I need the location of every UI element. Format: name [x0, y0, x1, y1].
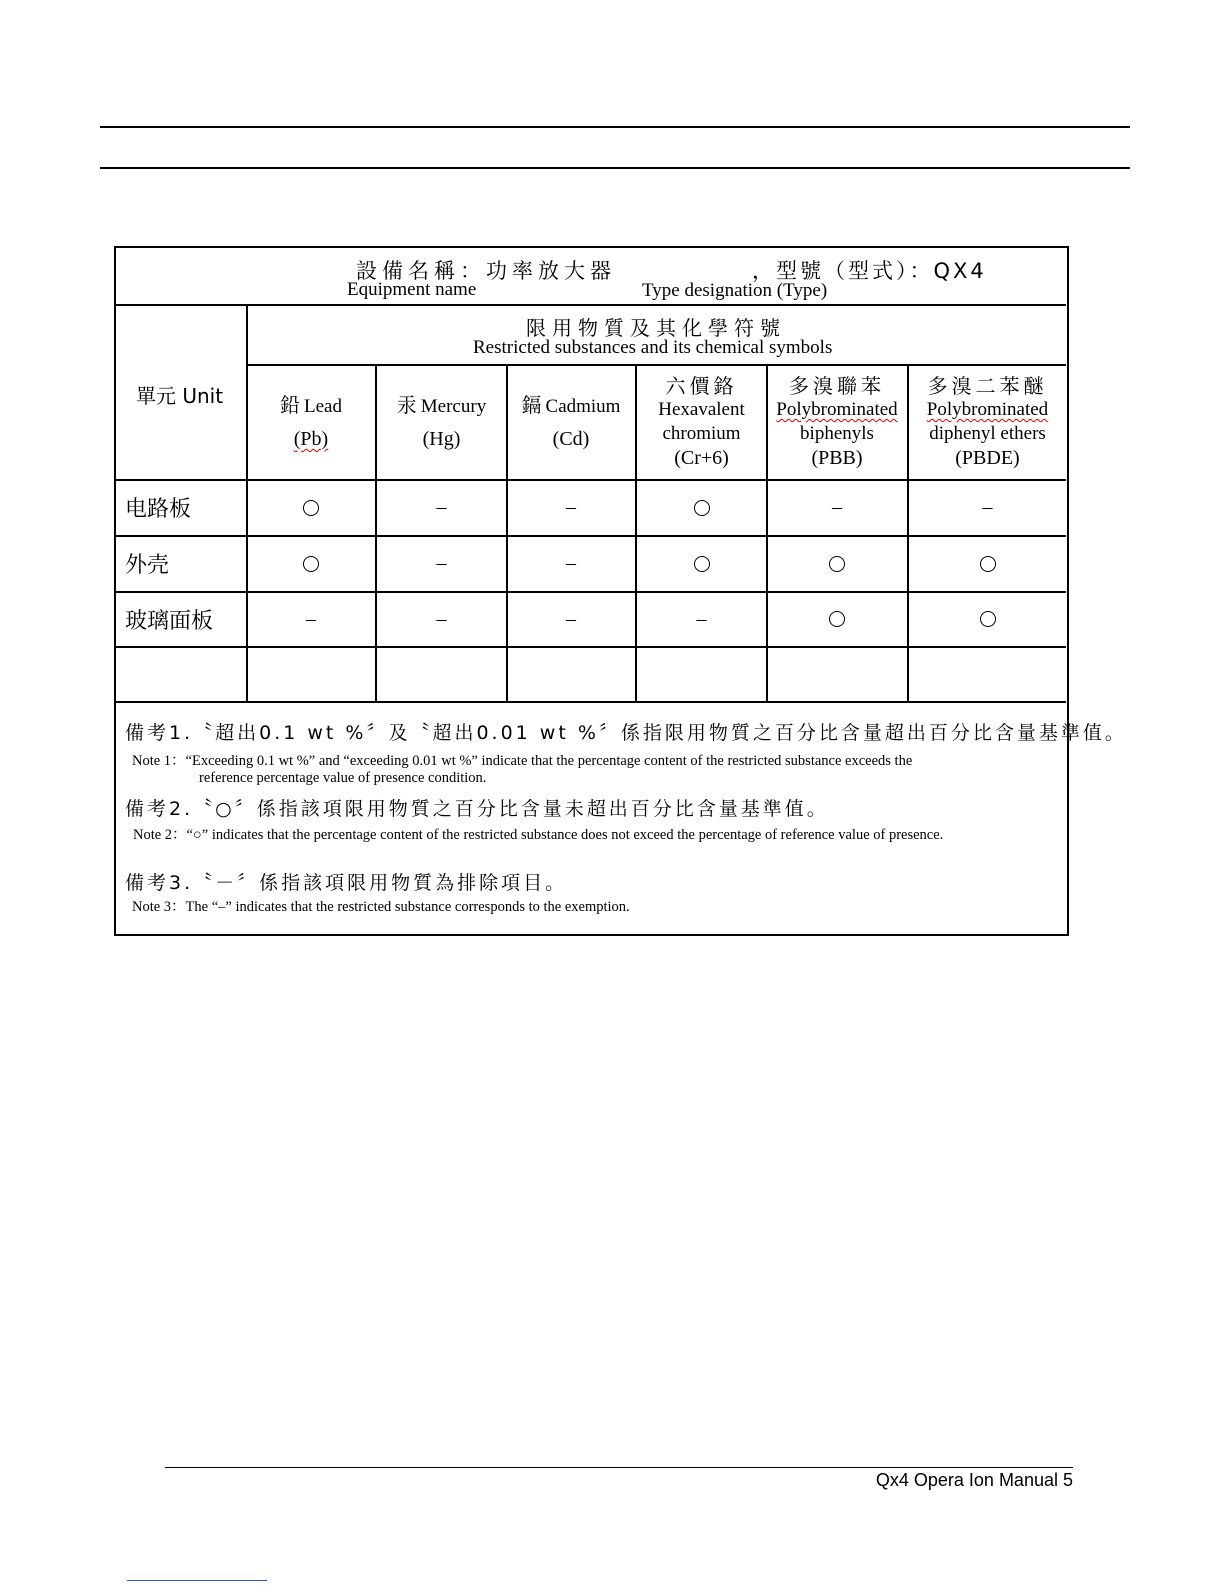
type-designation-cn: ，型號（型式）：QX4 — [752, 259, 987, 283]
table-cell-mark: – — [566, 607, 576, 630]
row-label-glass-panel: 玻璃面板 — [125, 608, 214, 634]
row-label-circuit-board: 电路板 — [125, 497, 192, 522]
column-en: biphenyls — [800, 423, 874, 444]
circle-mark-icon — [694, 556, 710, 572]
note-1-cn: 備考1.〝超出0.1 wt %〞及〝超出0.01 wt %〞係指限用物質之百分比含量超出百分比含量基準值。 — [125, 722, 1127, 744]
column-symbol: (PBB) — [811, 447, 863, 469]
table-cell-mark — [909, 592, 1066, 646]
circle-mark-icon — [694, 500, 710, 516]
table-cell-mark — [507, 647, 635, 701]
table-cell-mark — [909, 536, 1066, 591]
column-en: Polybrominated — [926, 399, 1049, 420]
table-cell-mark — [767, 647, 907, 701]
table-cell-mark: – — [982, 496, 993, 518]
table-cell-mark — [909, 647, 1066, 701]
table-line — [116, 304, 1066, 306]
circle-mark-icon — [303, 556, 319, 572]
table-cell-mark — [767, 592, 907, 646]
footer-rule — [165, 1467, 1073, 1468]
table-cell-mark: – — [436, 607, 447, 630]
restricted-substances-cn: 限用物質及其化學符號 — [526, 316, 786, 340]
column-header-pbb — [767, 365, 907, 479]
column-cn: 多溴二苯醚 — [927, 374, 1048, 398]
note-2-cn: 備考2.〝○〞係指該項限用物質之百分比含量未超出百分比含量基準值。 — [125, 798, 829, 820]
column-cn: 汞 — [396, 393, 421, 417]
table-cell-mark — [247, 480, 375, 535]
circle-mark-icon — [980, 611, 996, 627]
equipment-name-en: Equipment name — [347, 279, 477, 300]
column-en: Cadmium — [545, 396, 621, 417]
column-symbol: (Cr+6) — [674, 447, 729, 469]
circle-mark-icon — [829, 556, 845, 572]
table-cell-mark — [637, 647, 766, 701]
column-header-pbde — [909, 365, 1066, 479]
note-1-en-line-2: reference percentage value of presence condition. — [199, 770, 487, 786]
column-cn: 鉛 — [280, 393, 304, 417]
header-rule-bottom — [100, 167, 1130, 169]
column-symbol: (Cd) — [552, 428, 590, 450]
footer-page-label: Qx4 Opera Ion Manual 5 — [875, 1470, 1073, 1490]
type-designation-en: Type designation (Type) — [642, 280, 828, 301]
table-cell-mark: – — [436, 496, 447, 518]
bottom-underline — [127, 1580, 267, 1581]
column-en: diphenyl ethers — [929, 423, 1046, 444]
column-header-lead — [247, 365, 375, 479]
restricted-substances-en: Restricted substances and its chemical symbols — [473, 337, 833, 358]
note-3-cn: 備考3.〝－〞係指該項限用物質為排除項目。 — [125, 872, 568, 894]
equipment-name-cn: 設備名稱：功率放大器 — [356, 259, 616, 283]
column-cn: 六價鉻 — [665, 374, 738, 398]
unit-label: 單元 Unit — [136, 384, 224, 408]
column-en: Polybrominated — [776, 399, 898, 420]
column-header-mercury — [377, 365, 506, 479]
table-line — [116, 701, 1066, 703]
table-cell-mark — [767, 536, 907, 591]
column-symbol: (Pb) — [293, 428, 329, 450]
circle-mark-icon — [980, 556, 996, 572]
column-header-hexavalent-chromium — [637, 365, 766, 479]
table-cell-mark — [247, 647, 375, 701]
rohs-declaration-table — [114, 246, 1127, 936]
table-cell-mark — [377, 647, 506, 701]
table-cell-mark — [637, 536, 766, 591]
note-2-en: Note 2：“○” indicates that the percentage content of the restricted substance does not exceed the percentage of reference value of presence. — [133, 827, 944, 843]
circle-mark-icon — [303, 500, 319, 516]
column-header-cadmium — [507, 365, 635, 479]
header-rule-top — [100, 126, 1130, 128]
column-en: chromium — [662, 423, 741, 444]
note-3-en: Note 3：The “–” indicates that the restricted substance corresponds to the exemption. — [132, 899, 630, 915]
table-cell-mark — [247, 536, 375, 591]
table-cell-mark: – — [566, 552, 576, 574]
table-cell-mark — [637, 480, 766, 535]
column-symbol: (PBDE) — [955, 447, 1020, 469]
column-cn: 多溴聯苯 — [789, 374, 885, 398]
row-label-housing: 外壳 — [125, 553, 170, 578]
column-en: Mercury — [420, 396, 487, 417]
column-symbol: (Hg) — [422, 428, 461, 450]
table-cell-mark: – — [566, 496, 576, 518]
table-cell-mark: – — [436, 552, 447, 574]
table-cell-mark: – — [696, 607, 707, 630]
column-en: Hexavalent — [658, 399, 745, 420]
note-1-en-line-1: Note 1：“Exceeding 0.1 wt %” and “exceeding 0.01 wt %” indicate that the percentage content of the restricted substance exceeds the — [132, 753, 913, 769]
table-cell-mark: – — [306, 607, 316, 630]
column-cn: 鎘 — [521, 393, 546, 417]
column-en: Lead — [304, 396, 342, 417]
circle-mark-icon — [829, 611, 845, 627]
table-cell-mark: – — [832, 496, 842, 518]
